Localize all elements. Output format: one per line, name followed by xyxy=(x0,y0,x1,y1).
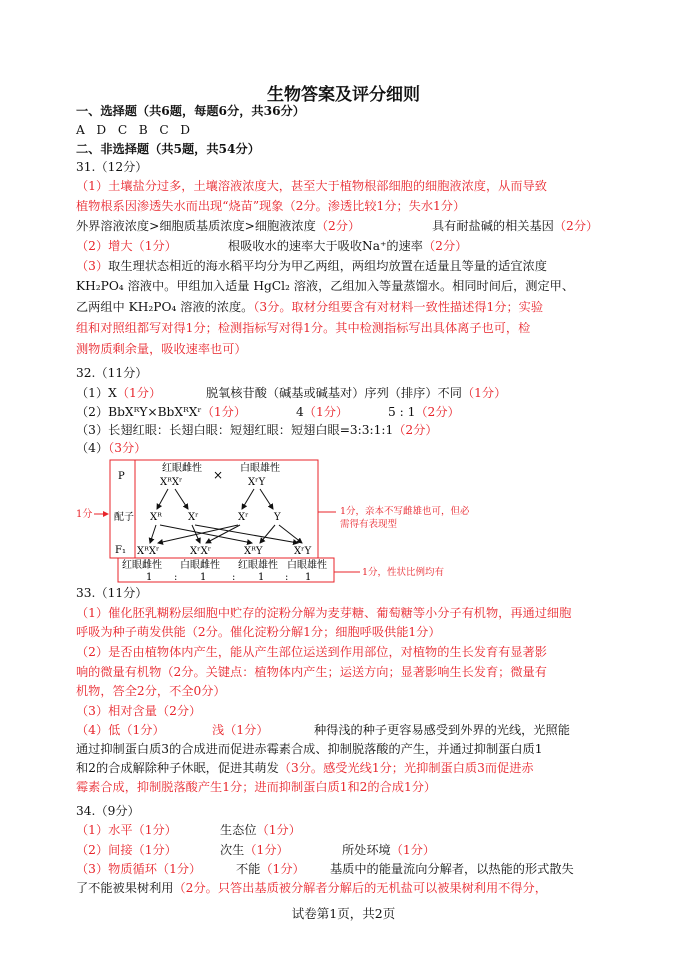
q33-line7 xyxy=(76,722,165,738)
q31-line3 xyxy=(76,218,360,234)
q34-line2-env xyxy=(342,842,435,858)
q33-line9-score: （3分。感受光线1分；光抑制蛋白质3而促进赤 xyxy=(278,761,534,775)
q31-line7-score: （3分。取材分组要含有对材料一致性描述得1分；实验 xyxy=(253,300,544,314)
ratio-2: 1 xyxy=(200,572,207,583)
q34-line2-env-score: （1分） xyxy=(390,843,436,857)
gamete-4: Y xyxy=(274,512,281,523)
p-label: P xyxy=(118,471,125,482)
page-title: 生物答案及评分细则 xyxy=(267,85,420,105)
male-phenotype: 白眼雄性 xyxy=(240,463,280,474)
gamete-label: 配子 xyxy=(114,512,134,523)
q32-line2-ratio xyxy=(388,404,460,420)
q31-line3-score: （2分） xyxy=(315,219,361,233)
q32-line1-seq-text: 脱氧核苷酸（碱基或碱基对）序列（排序）不同 xyxy=(206,386,462,400)
q34-line2-a: （2）间接 xyxy=(76,843,133,857)
q32-number: 32.（11分） xyxy=(76,366,148,380)
q34-line3-a-score: （1分） xyxy=(156,862,202,876)
q31-line4-rate-score: （2分） xyxy=(423,239,468,253)
arrow-g1b xyxy=(160,525,252,543)
q32-line2-four xyxy=(296,404,348,420)
q34-line3 xyxy=(76,861,201,877)
q31-line2-text: 植物根系因渗透失水而出现“烧苗”现象 xyxy=(76,199,284,213)
phenotype-3: 红眼雄性 xyxy=(238,560,278,571)
offspring-1: XᴿXʳ xyxy=(137,546,160,557)
q34-line2-secondary-text: 次生 xyxy=(220,843,245,857)
ratio-3: 1 xyxy=(258,572,265,583)
q32-line1-answer: （1）X xyxy=(76,386,117,400)
note-right-2: 需得有表现型 xyxy=(340,519,398,530)
q33-line6: （3）相对含量（2分） xyxy=(76,704,202,718)
q33-line5: 机物，答全2分，不全0分） xyxy=(76,684,226,698)
q32-line1-seq xyxy=(206,385,506,401)
q33-line7-low-score: （1分） xyxy=(120,723,165,737)
q32-line1-seq-score: （1分） xyxy=(461,386,507,400)
q34-line4-text: 了不能被果树利用 xyxy=(76,881,174,895)
q32-line2-four-text: 4 xyxy=(296,405,304,419)
q33-line2-text: 呼吸为种子萌发供能 xyxy=(76,625,186,639)
q34-line3-cannot-score: （1分） xyxy=(260,862,305,876)
q31-line7-text: 乙两组中 KH₂PO₄ 溶液的浓度。 xyxy=(76,300,254,314)
q33-line2-score: （2分。催化淀粉分解1分；细胞呼吸供能1分） xyxy=(185,625,441,639)
phenotype-4: 白眼雄性 xyxy=(287,560,327,571)
q33-line7-shallow xyxy=(212,722,269,738)
q31-line4-score: （1分） xyxy=(132,239,177,253)
note-left: 1分 xyxy=(76,509,93,520)
q33-number: 33.（11分） xyxy=(76,586,148,600)
note-bottom: 1分，性状比例均有 xyxy=(362,567,445,578)
q31-line2 xyxy=(76,198,465,214)
q34-line2-a-score: （1分） xyxy=(132,843,177,857)
ratio-sep-3: : xyxy=(285,572,289,583)
offspring-4: XʳY xyxy=(294,546,312,557)
q33-line7-explain: 种得浅的种子更容易感受到外界的光线，光照能 xyxy=(314,723,570,737)
q33-line10: 霉素合成，抑制脱落酸产生1分；进而抑制蛋白质1和2的合成1分） xyxy=(76,780,437,794)
q34-line2-env-text: 所处环境 xyxy=(342,843,391,857)
choice-answers: A D C B C D xyxy=(76,123,191,137)
q32-line3 xyxy=(76,422,438,438)
cross-sign: × xyxy=(213,468,224,482)
arrow-p4 xyxy=(260,489,273,509)
q32-line4-text: （4） xyxy=(76,441,109,455)
arrow-g1a xyxy=(150,525,156,543)
q34-line3-cannot xyxy=(236,861,305,877)
gamete-1: Xᴿ xyxy=(150,512,162,523)
q31-line2-score: （2分。渗透比较1分；失水1分） xyxy=(283,199,466,213)
offspring-2: XʳXʳ xyxy=(190,546,212,557)
q32-line2-score: （1分） xyxy=(201,405,247,419)
female-genotype: XᴿXʳ xyxy=(160,477,183,488)
q34-line3-a: （3）物质循环 xyxy=(76,862,157,876)
q33-line9-text: 和2的合成解除种子休眠，促进其萌发 xyxy=(76,761,279,775)
q32-line2 xyxy=(76,404,246,420)
q32-line1-score: （1分） xyxy=(116,386,162,400)
q34-line2 xyxy=(76,842,177,858)
phenotype-1: 红眼雌性 xyxy=(122,560,162,571)
arrow-g4a xyxy=(260,525,275,543)
ratio-sep-1: : xyxy=(174,572,178,583)
q31-line3-gene-text: 具有耐盐碱的相关基因 xyxy=(432,219,554,233)
q33-line8: 通过抑制蛋白质3的合成进而促进赤霉素合成、抑制脱落酸的产生，并通过抑制蛋白质1 xyxy=(76,742,543,756)
q31-line3-gene-score: （2分） xyxy=(553,219,599,233)
q31-line5 xyxy=(76,258,547,274)
q34-line2-secondary xyxy=(220,842,289,858)
offspring-3: XᴿY xyxy=(244,546,263,557)
q34-line3-explain: 基质中的能量流向分解者，以热能的形式散失 xyxy=(330,862,574,876)
ratio-4: 1 xyxy=(305,572,312,583)
q32-line4-score: （3分） xyxy=(108,441,147,455)
arrow-g3a xyxy=(158,525,238,543)
q34-line4 xyxy=(76,880,547,896)
q32-line2-ratio-text: 5 : 1 xyxy=(388,405,416,419)
q33-line4-score: （2分。关键点：植物体内产生；运送方向；显著影响生长发育；微量有 xyxy=(161,665,547,679)
ratio-1: 1 xyxy=(146,572,153,583)
q31-line3-text: 外界溶液浓度>细胞质基质浓度>细胞液浓度 xyxy=(76,219,316,233)
q33-line9 xyxy=(76,760,534,776)
section-1-heading: 一、选择题（共6题，每题6分，共36分） xyxy=(76,104,305,118)
q32-line2-ratio-score: （2分） xyxy=(415,405,460,419)
arrow-p1 xyxy=(157,489,168,509)
female-phenotype: 红眼雌性 xyxy=(162,463,202,474)
arrow-p2 xyxy=(175,489,188,509)
q34-number: 34.（9分） xyxy=(76,804,140,818)
q31-line4-rate xyxy=(228,238,467,254)
q31-line4-answer: （2）增大 xyxy=(76,239,133,253)
q34-line4-score: （2分。只答出基质被分解者分解后的无机盐可以被果树利用不得分， xyxy=(173,881,547,895)
q34-line1-a-score: （1分） xyxy=(132,823,177,837)
phenotype-2: 白眼雌性 xyxy=(180,560,220,571)
q34-line1-niche xyxy=(220,822,301,838)
q33-line4 xyxy=(76,664,547,680)
q31-line8: 组和对照组都写对得1分；检测指标写对得1分。其中检测指标写出具体离子也可，检 xyxy=(76,321,531,335)
page-footer: 试卷第1页，共2页 xyxy=(291,906,396,921)
section-2-heading: 二、非选择题（共5题，共54分） xyxy=(76,142,260,156)
note-right-1: 1分，亲本不写雌雄也可，但必 xyxy=(340,506,470,517)
q31-line1: （1）土壤盐分过多，土壤溶液浓度大，甚至大于植物根部细胞的细胞液浓度，从而导致 xyxy=(76,179,547,193)
q34-line2-secondary-score: （1分） xyxy=(244,843,289,857)
q32-line3-score: （2分） xyxy=(393,423,438,437)
q31-line5-text: 取生理状态相近的海水稻平均分为甲乙两组，两组均放置在适量且等量的适宜浓度 xyxy=(108,259,547,273)
q32-line1 xyxy=(76,385,161,401)
q34-line1-a: （1）水平 xyxy=(76,823,133,837)
ratio-sep-2: : xyxy=(232,572,236,583)
f1-label: F₁ xyxy=(115,545,126,556)
q33-line7-low: （4）低 xyxy=(76,723,121,737)
q34-line1-niche-text: 生态位 xyxy=(220,823,257,837)
q34-line1 xyxy=(76,822,177,838)
q31-line7 xyxy=(76,299,543,315)
q33-line1: （1）催化胚乳糊粉层细胞中贮存的淀粉分解为麦芽糖、葡萄糖等小分子有机物，再通过细胞 xyxy=(76,606,572,620)
gamete-3: Xʳ xyxy=(238,512,249,523)
q34-line3-cannot-text: 不能 xyxy=(236,862,261,876)
q33-line7-shallow-score: （1分） xyxy=(224,723,269,737)
gamete-2: Xʳ xyxy=(188,512,199,523)
q31-line4-rate-text: 根吸收水的速率大于吸收Na⁺的速率 xyxy=(228,239,423,253)
q33-line4-text: 响的微量有机物 xyxy=(76,665,162,679)
male-genotype: XʳY xyxy=(248,477,266,488)
q32-line4 xyxy=(76,440,146,456)
genetic-cross-diagram xyxy=(0,455,687,585)
q31-line6: KH₂PO₄ 溶液中。甲组加入适量 HgCl₂ 溶液，乙组加入等量蒸馏水。相同时间后，测定甲、 xyxy=(76,279,575,293)
q32-line3-text: （3）长翅红眼：长翅白眼：短翅红眼：短翅白眼=3:3:1:1 xyxy=(76,423,394,437)
q31-line5-mark: （3） xyxy=(76,259,109,273)
q32-line2-geno: （2）BbXᴿY×BbXᴿXʳ xyxy=(76,405,202,419)
arrow-p3 xyxy=(242,489,254,509)
q31-line3-gene xyxy=(432,218,598,234)
q34-line1-niche-score: （1分） xyxy=(256,823,301,837)
q33-line2 xyxy=(76,624,441,640)
q31-line4 xyxy=(76,238,177,254)
q33-line3: （2）是否由植物体内产生，能从产生部位运送到作用部位，对植物的生长发育有显著影 xyxy=(76,645,547,659)
q31-line9: 测物质剩余量，吸收速率也可） xyxy=(76,342,247,356)
q33-line7-shallow-text: 浅 xyxy=(212,723,225,737)
q31-number: 31.（12分） xyxy=(76,160,148,174)
q32-line2-four-score: （1分） xyxy=(303,405,349,419)
